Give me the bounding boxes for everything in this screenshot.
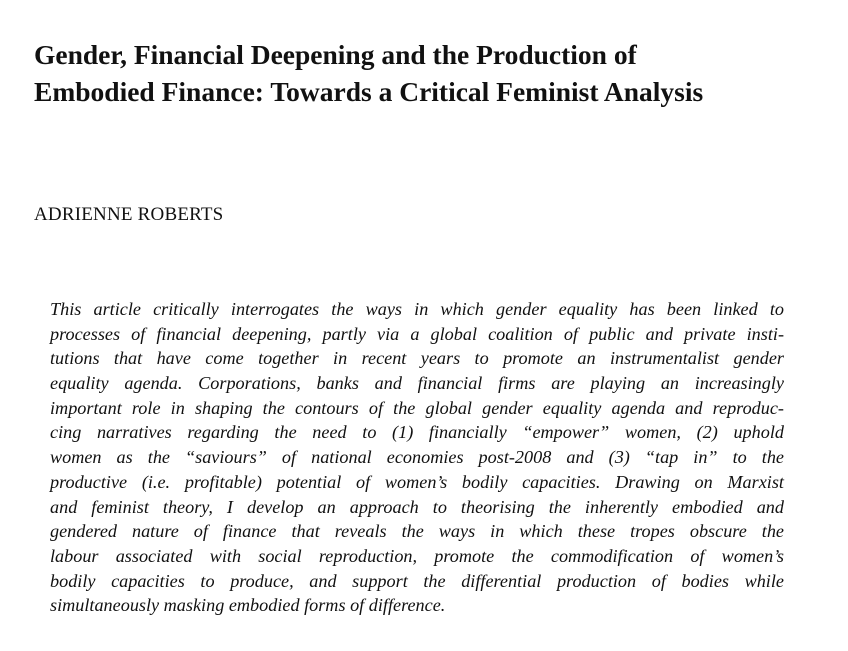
title-line: Embodied Finance: Towards a Critical Feminist Analysis	[34, 76, 704, 107]
abstract-line: processes of financial deepening, partly via a global coalition of public and private insti-	[50, 323, 784, 344]
abstract-line: equality agenda. Corporations, banks and financial firms are playing an increasingly	[50, 373, 784, 394]
abstract-line: women as the “saviours” of national economies post-2008 and (3) “tap in” to the	[50, 447, 784, 468]
author-name: ADRIENNE ROBERTS	[34, 204, 224, 225]
abstract-line: bodily capacities to produce, and support the differential production of bodies while	[50, 570, 784, 591]
article-title	[34, 36, 824, 110]
abstract-line: productive (i.e. profitable) potential of women’s bodily capacities. Drawing on Marxist	[50, 471, 784, 492]
abstract-line: labour associated with social reproduction, promote the commodification of women’s	[50, 545, 784, 566]
abstract-line: important role in shaping the contours of the global gender equality agenda and reproduc-	[50, 397, 784, 418]
abstract-line: cing narratives regarding the need to (1) financially “empower” women, (2) uphold	[50, 422, 784, 443]
abstract-line: This article critically interrogates the ways in which gender equality has been linked to	[50, 299, 784, 319]
abstract-line: and feminist theory, I develop an approach to theorising the inherently embodied and	[50, 496, 784, 517]
abstract-line: simultaneously masking embodied forms of difference.	[50, 595, 446, 616]
abstract-line: tutions that have come together in recent years to promote an instrumentalist gender	[50, 348, 784, 369]
abstract-line: gendered nature of finance that reveals the ways in which these tropes obscure the	[50, 521, 784, 542]
abstract	[50, 297, 784, 618]
title-line: Gender, Financial Deepening and the Production of	[34, 39, 637, 70]
